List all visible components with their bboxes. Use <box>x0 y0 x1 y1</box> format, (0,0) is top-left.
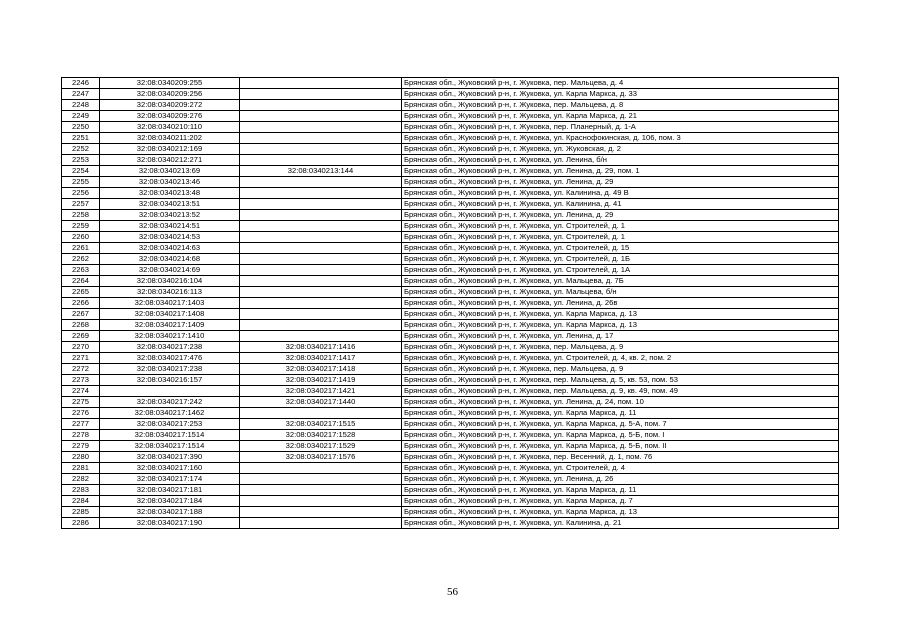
address-cell: Брянская обл., Жуковский р-н, г. Жуковка, пер. Мальцева, д. 9 <box>402 342 839 353</box>
table-row <box>62 518 839 529</box>
row-number-cell: 2279 <box>62 441 100 452</box>
table-row <box>62 232 839 243</box>
table-row <box>62 111 839 122</box>
address-cell: Брянская обл., Жуковский р-н, г. Жуковка, ул. Строителей, д. 1Б <box>402 254 839 265</box>
related-cadastral-number-cell <box>240 496 402 507</box>
row-number-cell: 2258 <box>62 210 100 221</box>
cadastral-number-cell: 32:08:0340213:51 <box>100 199 240 210</box>
related-cadastral-number-cell <box>240 485 402 496</box>
related-cadastral-number-cell <box>240 188 402 199</box>
cadastral-number-cell: 32:08:0340217:188 <box>100 507 240 518</box>
cadastral-number-cell: 32:08:0340213:48 <box>100 188 240 199</box>
row-number-cell: 2260 <box>62 232 100 243</box>
address-cell: Брянская обл., Жуковский р-н, г. Жуковка, ул. Строителей, д. 1 <box>402 232 839 243</box>
table-row <box>62 430 839 441</box>
table-row <box>62 485 839 496</box>
cadastral-number-cell: 32:08:0340217:238 <box>100 364 240 375</box>
table-row <box>62 100 839 111</box>
address-cell: Брянская обл., Жуковский р-н, г. Жуковка, ул. Карла Маркса, д. 11 <box>402 485 839 496</box>
row-number-cell: 2249 <box>62 111 100 122</box>
address-cell: Брянская обл., Жуковский р-н, г. Жуковка, ул. Краснофокинская, д. 106, пом. 3 <box>402 133 839 144</box>
related-cadastral-number-cell <box>240 463 402 474</box>
row-number-cell: 2261 <box>62 243 100 254</box>
table-row <box>62 254 839 265</box>
cadastral-number-cell: 32:08:0340217:238 <box>100 342 240 353</box>
property-table <box>61 77 839 529</box>
address-cell: Брянская обл., Жуковский р-н, г. Жуковка, ул. Ленина, д. 29, пом. 1 <box>402 166 839 177</box>
address-cell: Брянская обл., Жуковский р-н, г. Жуковка, ул. Карла Маркса, д. 7 <box>402 496 839 507</box>
related-cadastral-number-cell <box>240 122 402 133</box>
address-cell: Брянская обл., Жуковский р-н, г. Жуковка, пер. Планерный, д. 1-А <box>402 122 839 133</box>
row-number-cell: 2273 <box>62 375 100 386</box>
table-row <box>62 375 839 386</box>
row-number-cell: 2267 <box>62 309 100 320</box>
row-number-cell: 2251 <box>62 133 100 144</box>
address-cell: Брянская обл., Жуковский р-н, г. Жуковка, ул. Жуковская, д. 2 <box>402 144 839 155</box>
table-row <box>62 496 839 507</box>
row-number-cell: 2278 <box>62 430 100 441</box>
address-cell: Брянская обл., Жуковский р-н, г. Жуковка, ул. Строителей, д. 1А <box>402 265 839 276</box>
related-cadastral-number-cell: 32:08:0340217:1529 <box>240 441 402 452</box>
address-cell: Брянская обл., Жуковский р-н, г. Жуковка, ул. Строителей, д. 1 <box>402 221 839 232</box>
address-cell: Брянская обл., Жуковский р-н, г. Жуковка, пер. Мальцева, д. 8 <box>402 100 839 111</box>
cadastral-number-cell: 32:08:0340217:190 <box>100 518 240 529</box>
related-cadastral-number-cell: 32:08:0340217:1416 <box>240 342 402 353</box>
row-number-cell: 2281 <box>62 463 100 474</box>
table-row <box>62 298 839 309</box>
cadastral-number-cell <box>100 386 240 397</box>
row-number-cell: 2269 <box>62 331 100 342</box>
row-number-cell: 2280 <box>62 452 100 463</box>
address-cell: Брянская обл., Жуковский р-н, г. Жуковка, ул. Карла Маркса, д. 5-Б, пом. II <box>402 441 839 452</box>
cadastral-number-cell: 32:08:0340214:69 <box>100 265 240 276</box>
related-cadastral-number-cell <box>240 144 402 155</box>
related-cadastral-number-cell <box>240 111 402 122</box>
table-row <box>62 199 839 210</box>
address-cell: Брянская обл., Жуковский р-н, г. Жуковка, ул. Калинина, д. 49 В <box>402 188 839 199</box>
related-cadastral-number-cell: 32:08:0340217:1419 <box>240 375 402 386</box>
address-cell: Брянская обл., Жуковский р-н, г. Жуковка, ул. Калинина, д. 41 <box>402 199 839 210</box>
table-row <box>62 342 839 353</box>
table-row <box>62 144 839 155</box>
row-number-cell: 2257 <box>62 199 100 210</box>
row-number-cell: 2283 <box>62 485 100 496</box>
cadastral-number-cell: 32:08:0340211:202 <box>100 133 240 144</box>
table-row <box>62 507 839 518</box>
table-row <box>62 353 839 364</box>
related-cadastral-number-cell <box>240 408 402 419</box>
address-cell: Брянская обл., Жуковский р-н, г. Жуковка, ул. Калинина, д. 21 <box>402 518 839 529</box>
cadastral-number-cell: 32:08:0340217:390 <box>100 452 240 463</box>
row-number-cell: 2285 <box>62 507 100 518</box>
table-row <box>62 397 839 408</box>
related-cadastral-number-cell <box>240 474 402 485</box>
table-row <box>62 309 839 320</box>
row-number-cell: 2272 <box>62 364 100 375</box>
row-number-cell: 2250 <box>62 122 100 133</box>
address-cell: Брянская обл., Жуковский р-н, г. Жуковка, ул. Мальцева, д. 7Б <box>402 276 839 287</box>
cadastral-number-cell: 32:08:0340217:1462 <box>100 408 240 419</box>
address-cell: Брянская обл., Жуковский р-н, г. Жуковка, ул. Ленина, д. 24, пом. 10 <box>402 397 839 408</box>
row-number-cell: 2265 <box>62 287 100 298</box>
table-row <box>62 276 839 287</box>
cadastral-number-cell: 32:08:0340213:69 <box>100 166 240 177</box>
row-number-cell: 2274 <box>62 386 100 397</box>
address-cell: Брянская обл., Жуковский р-н, г. Жуковка, ул. Ленина, д. 26 <box>402 474 839 485</box>
related-cadastral-number-cell: 32:08:0340217:1421 <box>240 386 402 397</box>
row-number-cell: 2266 <box>62 298 100 309</box>
related-cadastral-number-cell: 32:08:0340217:1576 <box>240 452 402 463</box>
cadastral-number-cell: 32:08:0340217:1408 <box>100 309 240 320</box>
address-cell: Брянская обл., Жуковский р-н, г. Жуковка, пер. Весенний, д. 1, пом. 76 <box>402 452 839 463</box>
cadastral-number-cell: 32:08:0340217:1514 <box>100 441 240 452</box>
table-row <box>62 210 839 221</box>
related-cadastral-number-cell <box>240 331 402 342</box>
related-cadastral-number-cell <box>240 518 402 529</box>
table-row <box>62 265 839 276</box>
related-cadastral-number-cell <box>240 155 402 166</box>
table-row <box>62 419 839 430</box>
address-cell: Брянская обл., Жуковский р-н, г. Жуковка, пер. Мальцева, д. 9, кв. 49, пом. 49 <box>402 386 839 397</box>
table-row <box>62 320 839 331</box>
table-row <box>62 386 839 397</box>
address-cell: Брянская обл., Жуковский р-н, г. Жуковка, ул. Ленина, д. 29 <box>402 210 839 221</box>
related-cadastral-number-cell <box>240 507 402 518</box>
related-cadastral-number-cell <box>240 199 402 210</box>
related-cadastral-number-cell <box>240 254 402 265</box>
row-number-cell: 2286 <box>62 518 100 529</box>
row-number-cell: 2255 <box>62 177 100 188</box>
row-number-cell: 2276 <box>62 408 100 419</box>
row-number-cell: 2253 <box>62 155 100 166</box>
related-cadastral-number-cell: 32:08:0340217:1417 <box>240 353 402 364</box>
table-row <box>62 177 839 188</box>
cadastral-number-cell: 32:08:0340209:276 <box>100 111 240 122</box>
related-cadastral-number-cell <box>240 243 402 254</box>
cadastral-number-cell: 32:08:0340217:181 <box>100 485 240 496</box>
cadastral-number-cell: 32:08:0340214:51 <box>100 221 240 232</box>
table-row <box>62 89 839 100</box>
table-row <box>62 331 839 342</box>
cadastral-number-cell: 32:08:0340210:110 <box>100 122 240 133</box>
row-number-cell: 2262 <box>62 254 100 265</box>
cadastral-number-cell: 32:08:0340217:476 <box>100 353 240 364</box>
address-cell: Брянская обл., Жуковский р-н, г. Жуковка, ул. Строителей, д. 4, кв. 2, пом. 2 <box>402 353 839 364</box>
page-number: 56 <box>447 586 458 598</box>
row-number-cell: 2270 <box>62 342 100 353</box>
related-cadastral-number-cell <box>240 309 402 320</box>
address-cell: Брянская обл., Жуковский р-н, г. Жуковка, ул. Строителей, д. 15 <box>402 243 839 254</box>
cadastral-number-cell: 32:08:0340214:68 <box>100 254 240 265</box>
row-number-cell: 2254 <box>62 166 100 177</box>
table-row <box>62 474 839 485</box>
related-cadastral-number-cell <box>240 287 402 298</box>
row-number-cell: 2247 <box>62 89 100 100</box>
row-number-cell: 2271 <box>62 353 100 364</box>
row-number-cell: 2246 <box>62 78 100 89</box>
address-cell: Брянская обл., Жуковский р-н, г. Жуковка, пер. Мальцева, д. 5, кв. 53, пом. 53 <box>402 375 839 386</box>
related-cadastral-number-cell <box>240 89 402 100</box>
cadastral-number-cell: 32:08:0340214:53 <box>100 232 240 243</box>
row-number-cell: 2275 <box>62 397 100 408</box>
address-cell: Брянская обл., Жуковский р-н, г. Жуковка, ул. Карла Маркса, д. 13 <box>402 309 839 320</box>
address-cell: Брянская обл., Жуковский р-н, г. Жуковка, ул. Ленина, д. 26в <box>402 298 839 309</box>
table-row <box>62 122 839 133</box>
cadastral-number-cell: 32:08:0340217:253 <box>100 419 240 430</box>
table-body <box>62 78 839 529</box>
row-number-cell: 2248 <box>62 100 100 111</box>
related-cadastral-number-cell <box>240 276 402 287</box>
table-row <box>62 463 839 474</box>
address-cell: Брянская обл., Жуковский р-н, г. Жуковка, ул. Мальцева, б/н <box>402 287 839 298</box>
address-cell: Брянская обл., Жуковский р-н, г. Жуковка, ул. Карла Маркса, д. 11 <box>402 408 839 419</box>
address-cell: Брянская обл., Жуковский р-н, г. Жуковка, ул. Ленина, д. 17 <box>402 331 839 342</box>
address-cell: Брянская обл., Жуковский р-н, г. Жуковка, ул. Ленина, б/н <box>402 155 839 166</box>
cadastral-number-cell: 32:08:0340212:271 <box>100 155 240 166</box>
table-row <box>62 155 839 166</box>
related-cadastral-number-cell: 32:08:0340217:1528 <box>240 430 402 441</box>
table-row <box>62 408 839 419</box>
cadastral-number-cell: 32:08:0340216:113 <box>100 287 240 298</box>
related-cadastral-number-cell: 32:08:0340213:144 <box>240 166 402 177</box>
cadastral-number-cell: 32:08:0340213:52 <box>100 210 240 221</box>
cadastral-number-cell: 32:08:0340213:46 <box>100 177 240 188</box>
table-row <box>62 243 839 254</box>
cadastral-number-cell: 32:08:0340217:1403 <box>100 298 240 309</box>
related-cadastral-number-cell <box>240 265 402 276</box>
row-number-cell: 2252 <box>62 144 100 155</box>
table-row <box>62 441 839 452</box>
related-cadastral-number-cell <box>240 100 402 111</box>
table-row <box>62 188 839 199</box>
row-number-cell: 2268 <box>62 320 100 331</box>
address-cell: Брянская обл., Жуковский р-н, г. Жуковка, ул. Карла Маркса, д. 13 <box>402 507 839 518</box>
cadastral-number-cell: 32:08:0340217:1410 <box>100 331 240 342</box>
table-row <box>62 364 839 375</box>
related-cadastral-number-cell <box>240 78 402 89</box>
related-cadastral-number-cell <box>240 298 402 309</box>
row-number-cell: 2263 <box>62 265 100 276</box>
cadastral-number-cell: 32:08:0340217:1409 <box>100 320 240 331</box>
cadastral-number-cell: 32:08:0340217:174 <box>100 474 240 485</box>
cadastral-number-cell: 32:08:0340216:104 <box>100 276 240 287</box>
cadastral-number-cell: 32:08:0340217:160 <box>100 463 240 474</box>
related-cadastral-number-cell: 32:08:0340217:1418 <box>240 364 402 375</box>
row-number-cell: 2259 <box>62 221 100 232</box>
address-cell: Брянская обл., Жуковский р-н, г. Жуковка, ул. Карла Маркса, д. 21 <box>402 111 839 122</box>
address-cell: Брянская обл., Жуковский р-н, г. Жуковка, пер. Мальцева, д. 4 <box>402 78 839 89</box>
cadastral-number-cell: 32:08:0340212:169 <box>100 144 240 155</box>
address-cell: Брянская обл., Жуковский р-н, г. Жуковка, пер. Мальцева, д. 9 <box>402 364 839 375</box>
cadastral-number-cell: 32:08:0340209:255 <box>100 78 240 89</box>
address-cell: Брянская обл., Жуковский р-н, г. Жуковка, ул. Ленина, д. 29 <box>402 177 839 188</box>
table-row <box>62 452 839 463</box>
address-cell: Брянская обл., Жуковский р-н, г. Жуковка, ул. Строителей, д. 4 <box>402 463 839 474</box>
related-cadastral-number-cell <box>240 210 402 221</box>
row-number-cell: 2256 <box>62 188 100 199</box>
row-number-cell: 2264 <box>62 276 100 287</box>
cadastral-number-cell: 32:08:0340209:256 <box>100 89 240 100</box>
row-number-cell: 2284 <box>62 496 100 507</box>
related-cadastral-number-cell <box>240 177 402 188</box>
table-row <box>62 221 839 232</box>
table-row <box>62 287 839 298</box>
related-cadastral-number-cell <box>240 221 402 232</box>
address-cell: Брянская обл., Жуковский р-н, г. Жуковка, ул. Карла Маркса, д. 5-Б, пом. I <box>402 430 839 441</box>
address-cell: Брянская обл., Жуковский р-н, г. Жуковка, ул. Карла Маркса, д. 5-А, пом. 7 <box>402 419 839 430</box>
cadastral-number-cell: 32:08:0340216:157 <box>100 375 240 386</box>
cadastral-number-cell: 32:08:0340217:184 <box>100 496 240 507</box>
related-cadastral-number-cell: 32:08:0340217:1440 <box>240 397 402 408</box>
related-cadastral-number-cell <box>240 232 402 243</box>
table-row <box>62 166 839 177</box>
related-cadastral-number-cell: 32:08:0340217:1515 <box>240 419 402 430</box>
address-cell: Брянская обл., Жуковский р-н, г. Жуковка, ул. Карла Маркса, д. 13 <box>402 320 839 331</box>
cadastral-number-cell: 32:08:0340217:1514 <box>100 430 240 441</box>
related-cadastral-number-cell <box>240 133 402 144</box>
cadastral-number-cell: 32:08:0340214:63 <box>100 243 240 254</box>
address-cell: Брянская обл., Жуковский р-н, г. Жуковка, ул. Карла Маркса, д. 33 <box>402 89 839 100</box>
table-row <box>62 78 839 89</box>
row-number-cell: 2277 <box>62 419 100 430</box>
cadastral-number-cell: 32:08:0340209:272 <box>100 100 240 111</box>
cadastral-number-cell: 32:08:0340217:242 <box>100 397 240 408</box>
row-number-cell: 2282 <box>62 474 100 485</box>
table-row <box>62 133 839 144</box>
related-cadastral-number-cell <box>240 320 402 331</box>
